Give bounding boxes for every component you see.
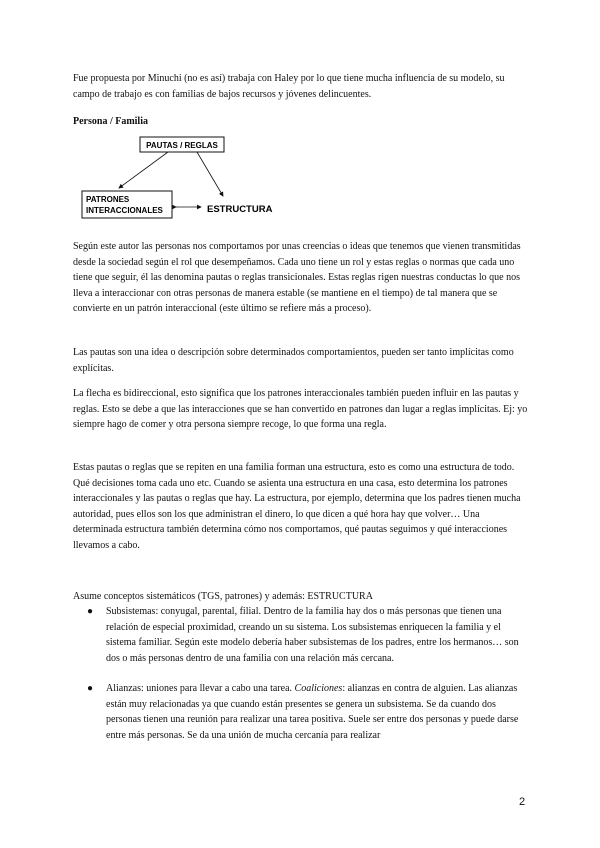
list-item-rest: : alianzas en contra de alguien. Las alianzas están muy relacionadas ya que cuando están presentes se genera un subsistema. Se da cuando dos personas tienen una reunión para realizar una tarea positiva. Suele ser entre dos personas y puede darse entre más personas. Se da una unión de mucha cercanía para realizar — [106, 683, 519, 741]
patrones-box-label-2: INTERACCIONALES — [86, 206, 163, 215]
section-title: Persona / Familia — [73, 116, 148, 127]
diagram — [73, 132, 293, 229]
list-item-lead: Alianzas: uniones para llevar a cabo una tarea. — [106, 683, 295, 694]
estructura-label: ESTRUCTURA — [207, 204, 273, 215]
bullet-icon: ● — [87, 683, 94, 694]
paragraph-3: La flecha es bidireccional, esto significa que los patrones interaccionales también pueden influir en las pautas y reglas. Esto se debe a que las interacciones que se han convertido en patrones dan lugar a reglas implícitas. Ej: yo siempre hago de comer y otra persona siempre recoge, lo que forma una regla. — [73, 388, 528, 430]
list-item — [73, 604, 528, 666]
concept-list — [73, 604, 528, 758]
paragraph-5: Asume conceptos sistemáticos (TGS, patrones) y además: ESTRUCTURA — [73, 591, 373, 602]
list-item-italic: Coaliciones — [294, 683, 343, 694]
list-item-text: Subsistemas: conyugal, parental, filial. Dentro de la familia hay dos o más personas que tienen una relación de especial proximidad, creando un su sistema. Los subsistemas enriquecen la familia y el sistema familiar. Según este modelo debería haber subsistemas de los padres, entre los hermanos… son dos o más personas dentro de una familia con una relación más cercana. — [106, 606, 519, 664]
paragraph-2: Las pautas son una idea o descripción sobre determinados comportamientos, pueden ser tanto implícitas como explícitas. — [73, 347, 514, 374]
arrow-to-patrones — [119, 152, 168, 188]
pautas-box-label: PAUTAS / REGLAS — [146, 141, 218, 150]
paragraph-4: Estas pautas o reglas que se repiten en una familia forman una estructura, esto es como una estructura de todo. Qué decisiones toma cada uno etc. Cuando se asienta una estructura en una casa, esto determina los patrones interaccionales y las pautas o reglas que hay. La estructura, por ejemplo, determina que los padres tienen mucha autoridad, pues ellos son los que administran el dinero, lo que dicen a qué hora hay que volver… Una determinada estructura también determina cómo nos comportamos, qué pautas seguimos y qué interacciones llevamos a cabo. — [73, 462, 521, 551]
intro-paragraph: Fue propuesta por Minuchi (no es así) trabaja con Haley por lo que tiene mucha influencia de su modelo, su campo de trabajo es con familias de bajos recursos y jóvenes delincuentes. — [73, 73, 505, 100]
page-number: 2 — [519, 796, 526, 808]
patrones-box-label-1: PATRONES — [86, 195, 130, 204]
paragraph-1: Según este autor las personas nos comportamos por unas creencias o ideas que tenemos que vienen transmitidas desde la sociedad según el rol que desempeñamos. Cada uno tiene un rol y estas reglas o normas que cada uno tiene que seguir, él las denomina pautas o reglas transicionales. Estas reglas rigen nuestras conductas lo que nos lleva a interaccionar con otras personas de manera estable (se mantiene en el tiempo) de tal manera que se convierte en un patrón interaccional (este último se refiere más a proceso). — [73, 241, 521, 314]
arrow-to-estructura — [197, 152, 223, 196]
list-item — [73, 681, 528, 743]
bullet-icon: ● — [87, 606, 94, 617]
